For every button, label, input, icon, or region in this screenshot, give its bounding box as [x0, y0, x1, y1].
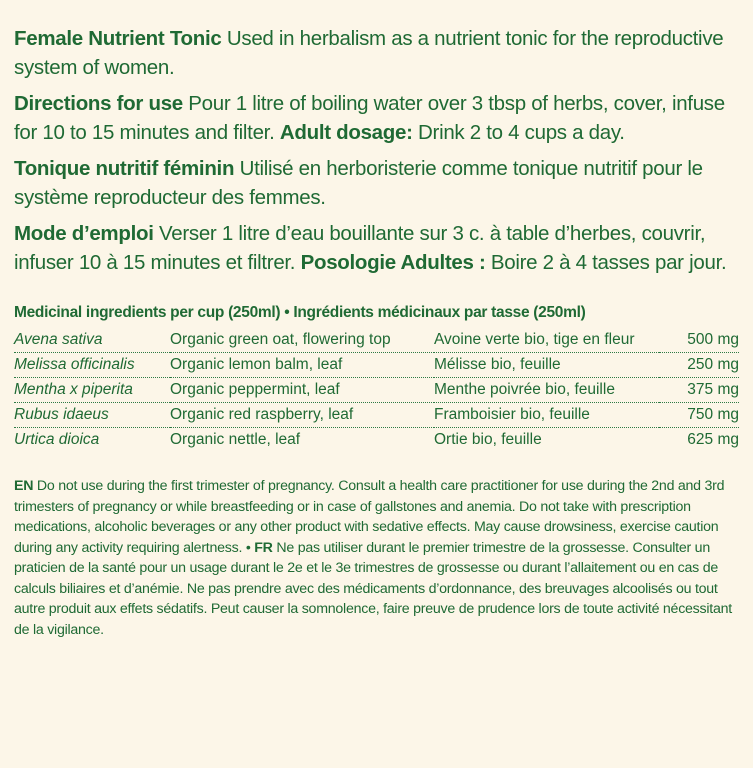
posologie-text: Boire 2 à 4 tasses par jour.: [485, 251, 727, 274]
posologie-heading: Posologie Adultes :: [300, 251, 486, 274]
adult-dosage-text: Drink 2 to 4 cups a day.: [412, 121, 625, 144]
mode-emploi-paragraph: [14, 219, 739, 277]
table-row: [14, 403, 739, 428]
warning-text: [14, 476, 739, 640]
table-row: [14, 378, 739, 403]
french-name: Mélisse bio, feuille: [434, 353, 659, 378]
amount: 625 mg: [687, 431, 739, 448]
latin-name: Mentha x piperita: [14, 378, 170, 403]
ingredients-title: Medicinal ingredients per cup (250ml) • Ingrédients médicinaux par tasse (250ml): [14, 304, 586, 321]
english-name: Organic green oat, flowering top: [170, 328, 434, 353]
latin-name: Avena sativa: [14, 328, 170, 353]
amount: 250 mg: [659, 353, 739, 378]
english-name: Organic peppermint, leaf: [170, 378, 434, 403]
latin-name: Urtica dioica: [14, 431, 100, 448]
paragraph-text: Pour 1 litre of boiling water over 3 tbsp of herbs, cover, infuse for 10 to 15 minutes and filter.: [14, 92, 725, 144]
paragraph-heading: Mode d’emploi: [14, 222, 154, 245]
latin-name: Rubus idaeus: [14, 403, 170, 428]
english-name: Organic nettle, leaf: [170, 431, 301, 448]
female-nutrient-tonic-paragraph: [14, 24, 739, 82]
table-row: [14, 428, 739, 453]
amount: 500 mg: [659, 328, 739, 353]
amount: 750 mg: [659, 403, 739, 428]
fr-tag: FR: [254, 539, 273, 556]
table-row: [14, 353, 739, 378]
english-name: Organic lemon balm, leaf: [170, 353, 434, 378]
en-warning: Do not use during the first trimester of pregnancy. Consult a health care practitioner for use during the 2nd and 3rd trimesters of pregnancy or while breastfeeding or in case of gallstones and anemia. Do not take with prescription medications, alcoholic beverages or any other product with sedative effects. May cause drowsiness, exercise caution during any activity requiring alertness. •: [14, 478, 725, 556]
tonique-nutritif-paragraph: [14, 154, 739, 212]
directions-for-use-paragraph: [14, 89, 739, 147]
ingredients-table: [14, 328, 739, 452]
paragraph-heading: Directions for use: [14, 92, 183, 115]
french-name: Ortie bio, feuille: [434, 431, 542, 448]
adult-dosage-heading: Adult dosage:: [279, 121, 413, 144]
latin-name: Melissa officinalis: [14, 353, 170, 378]
paragraph-text: Utilisé en herboristerie comme tonique nutritif pour le système reproducteur des femmes.: [14, 157, 703, 209]
paragraph-text: Used in herbalism as a nutrient tonic for the reproductive system of women.: [14, 27, 724, 79]
fr-warning: Ne pas utiliser durant le premier trimestre de la grossesse. Consulter un praticien de la santé pour un usage durant le 2e et le 3e trimestres de grossesse ou durant l’allaitement ou en cas de calculs biliaires et d’anémie. Ne pas prendre avec des médicaments d’ordonnance, des breuvages alcoolisés ou tout autre produit aux effets sédatifs. Peut causer la somnolence, faire preuve de prudence lors de toute activité nécessitant de la vigilance.: [14, 539, 732, 638]
french-name: Avoine verte bio, tige en fleur: [434, 328, 659, 353]
paragraph-heading: Female Nutrient Tonic: [14, 27, 222, 50]
amount: 375 mg: [659, 378, 739, 403]
paragraph-text: Verser 1 litre d’eau bouillante sur 3 c. à table d’herbes, couvrir, infuser 10 à 15 minutes et filtrer.: [14, 222, 706, 274]
table-row: [14, 328, 739, 353]
en-tag: EN: [14, 478, 34, 494]
paragraph-heading: Tonique nutritif féminin: [14, 157, 235, 180]
english-name: Organic red raspberry, leaf: [170, 403, 434, 428]
french-name: Menthe poivrée bio, feuille: [434, 378, 659, 403]
french-name: Framboisier bio, feuille: [434, 403, 659, 428]
